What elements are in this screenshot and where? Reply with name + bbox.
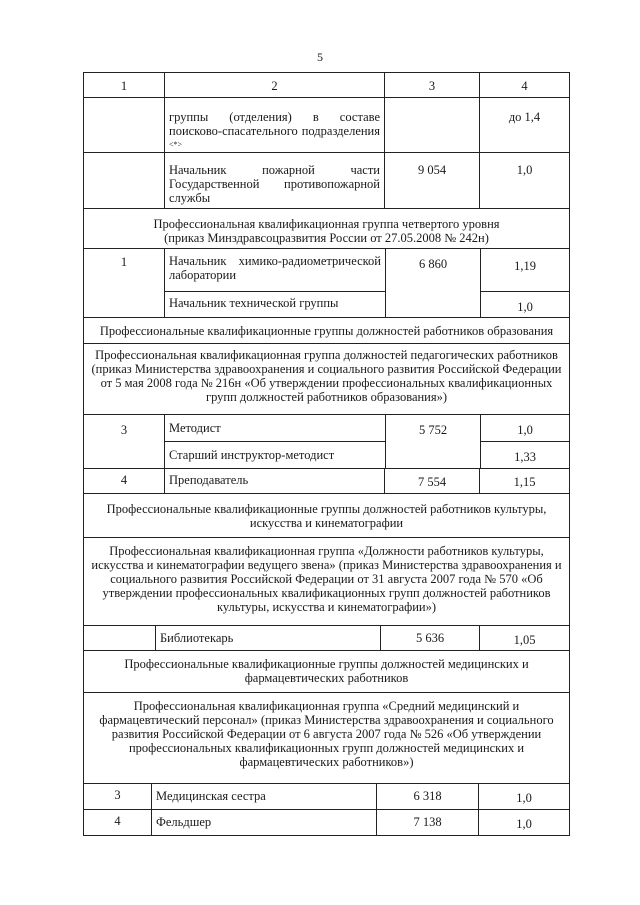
salary-value: 5 636	[380, 626, 479, 650]
level-number: 3	[120, 423, 128, 437]
coefficient: 1,0	[479, 153, 569, 208]
section-heading: Профессиональные квалификационные группы должностей работников культуры, искусства и кинематографии	[106, 502, 547, 530]
coefficient: 1,15	[479, 469, 569, 493]
level-number: 3	[114, 788, 121, 802]
salary-value: 9 054	[384, 153, 479, 208]
position-name: Старший инструктор-методист	[169, 448, 335, 462]
footnote-mark: <*>	[169, 140, 183, 149]
section-heading-row	[83, 318, 570, 344]
coefficient: 1,0	[517, 423, 533, 437]
salary-value: 7 554	[384, 469, 479, 493]
coefficient: до 1,4	[479, 98, 569, 152]
group-order: (приказ Минздравсоцразвития России от 27.05.2008 № 242н)	[164, 231, 489, 245]
salary-value: 5 752	[385, 415, 480, 468]
group-heading-row	[83, 209, 570, 249]
group-heading-row	[83, 693, 570, 784]
position-name: Начальник технической группы	[169, 296, 339, 310]
group-heading-row	[83, 344, 570, 415]
position-name: Методист	[169, 421, 221, 435]
position-name: Библиотекарь	[155, 626, 380, 650]
header-col-2: 2	[164, 73, 384, 97]
coefficient: 1,05	[479, 626, 569, 650]
coefficient: 1,33	[514, 450, 536, 464]
salary-table	[83, 72, 570, 836]
table-row	[83, 98, 570, 153]
section-heading-row	[83, 494, 570, 538]
group-title: Профессиональная квалификационная группа должностей педагогических работников (приказ Министерства здравоохранения и социального развития Российской Федерации от 5 мая 2008 года № 216н «Об утверждении профессиональных квалификационных групп должностей работников образования»)	[91, 348, 562, 404]
table-row	[83, 249, 570, 318]
level-number: 4	[120, 473, 128, 487]
table-row	[83, 784, 570, 810]
table-row	[83, 415, 570, 469]
group-heading-row	[83, 538, 570, 626]
position-name: группы (отделения) в составе поисково-спасательного подразделения <*>	[164, 98, 384, 152]
salary-value: 6 860	[385, 249, 480, 317]
position-name: Фельдшер	[151, 810, 376, 835]
section-heading: Профессиональные квалификационные группы должностей работников образования	[99, 324, 554, 338]
section-heading-row	[83, 651, 570, 693]
header-col-3: 3	[384, 73, 479, 97]
salary-value: 7 138	[376, 810, 478, 835]
group-title: Профессиональная квалификационная группа четвертого уровня	[153, 217, 500, 231]
position-name: Медицинская сестра	[151, 784, 376, 809]
table-header-row	[83, 72, 570, 98]
table-row	[83, 810, 570, 836]
table-row	[83, 469, 570, 494]
group-title: Профессиональная квалификационная группа «Должности работников культуры, искусства и кинематографии ведущего звена» (приказ Министерства здравоохранения и социального развития Российской Федерации от 31 августа 2007 года № 570 «Об утверждении профессиональных квалификационных групп должностей работников культуры, искусства и кинематографии»)	[91, 544, 562, 614]
table-row	[83, 153, 570, 209]
page-number: 5	[317, 50, 323, 64]
level-number: 4	[114, 814, 121, 828]
coefficient: 1,0	[478, 784, 569, 809]
coefficient: 1,19	[514, 259, 536, 273]
header-col-4: 4	[479, 73, 569, 97]
salary-value: 6 318	[376, 784, 478, 809]
position-name: Преподаватель	[164, 469, 384, 493]
table-row	[83, 626, 570, 651]
header-col-1: 1	[120, 79, 128, 93]
section-heading: Профессиональные квалификационные группы должностей медицинских и фармацевтических работников	[124, 657, 529, 685]
level-number: 1	[120, 255, 128, 269]
group-title: Профессиональная квалификационная группа «Средний медицинский и фармацевтический персонал» (приказ Министерства здравоохранения и социального развития Российской Федерации от 6 августа 2007 года № 526 «Об утверждении профессиональных квалификационных групп должностей медицинских и фармацевтических работников»)	[99, 699, 554, 769]
coefficient: 1,0	[478, 810, 569, 835]
coefficient: 1,0	[517, 300, 533, 314]
position-name: Начальник пожарной части Государственной противопожарной службы	[164, 153, 384, 208]
position-name: Начальник химико-радиометрической лаборатории	[169, 254, 381, 282]
